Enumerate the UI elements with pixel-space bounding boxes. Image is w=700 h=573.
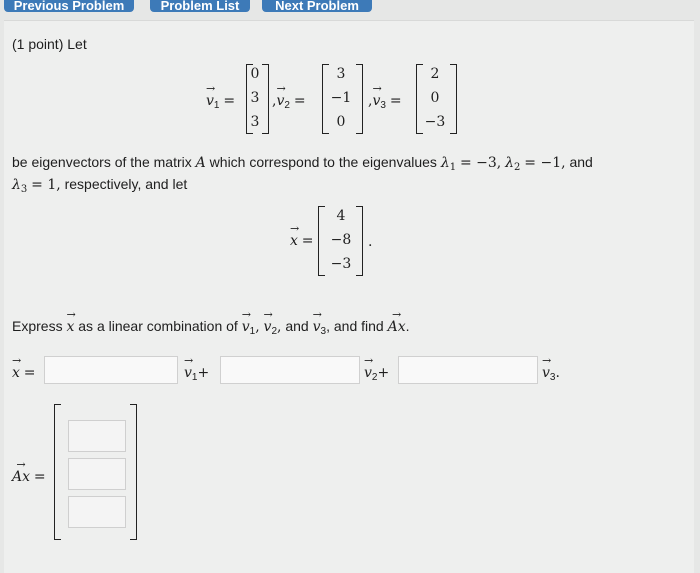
v2-entry: 0 xyxy=(336,114,346,130)
x-entry: 4 xyxy=(336,208,346,224)
v1-plus: → $v_1+$ xyxy=(184,364,209,383)
v2-label: ,→ $v_2$ = xyxy=(272,92,306,111)
coefficient-2-input[interactable] xyxy=(220,356,360,384)
v1-label: → $v_1$ = xyxy=(206,92,235,111)
eigen-sentence-line2: $\lambda_3 = 1$, respectively, and let xyxy=(12,176,188,195)
express-instruction: Express → x as a linear combination of → $v_1$, → $v_2$, and → $v_3$, and find → Ax. xyxy=(12,318,410,337)
problem-list-button[interactable]: Problem List xyxy=(150,0,250,12)
problem-intro: (1 point) Let xyxy=(12,36,87,52)
x-entry: −8 xyxy=(330,232,352,248)
v2-plus: → $v_2+$ xyxy=(364,364,389,383)
x-combination-label: → x = xyxy=(12,364,36,381)
ax-label: → Ax = xyxy=(12,468,46,485)
v3-entry: 2 xyxy=(430,66,440,82)
v2-entry: 3 xyxy=(336,66,346,82)
v3-term: → $v_3$. xyxy=(542,364,560,383)
v3-entry: −3 xyxy=(424,114,446,130)
v2-right-bracket xyxy=(356,64,363,134)
v1-entry: 3 xyxy=(250,114,260,130)
coefficient-1-input[interactable] xyxy=(44,356,178,384)
eigen-sentence-line1: be eigenvectors of the matrix A which correspond to the eigenvalues $\lambda_1 = -3$, $\lambda_2 = -1$, and xyxy=(12,154,593,173)
ax-left-bracket xyxy=(54,404,61,540)
next-problem-button[interactable]: Next Problem xyxy=(262,0,372,12)
nav-bar xyxy=(0,0,700,14)
v3-entry: 0 xyxy=(430,90,440,106)
ax-entry-2-input[interactable] xyxy=(68,458,126,490)
x-left-bracket xyxy=(318,206,325,276)
ax-right-bracket xyxy=(130,404,137,540)
coefficient-3-input[interactable] xyxy=(398,356,538,384)
x-period: . xyxy=(368,234,373,250)
x-right-bracket xyxy=(356,206,363,276)
v3-label: ,→ $v_3$ = xyxy=(368,92,402,111)
v3-right-bracket xyxy=(450,64,457,134)
previous-problem-button[interactable]: Previous Problem xyxy=(4,0,134,12)
v1-entry: 0 xyxy=(250,66,260,82)
x-entry: −3 xyxy=(330,256,352,272)
v1-entry: 3 xyxy=(250,90,260,106)
ax-entry-3-input[interactable] xyxy=(68,496,126,528)
x-label: → x = xyxy=(290,232,314,249)
v2-entry: −1 xyxy=(330,90,352,106)
ax-entry-1-input[interactable] xyxy=(68,420,126,452)
